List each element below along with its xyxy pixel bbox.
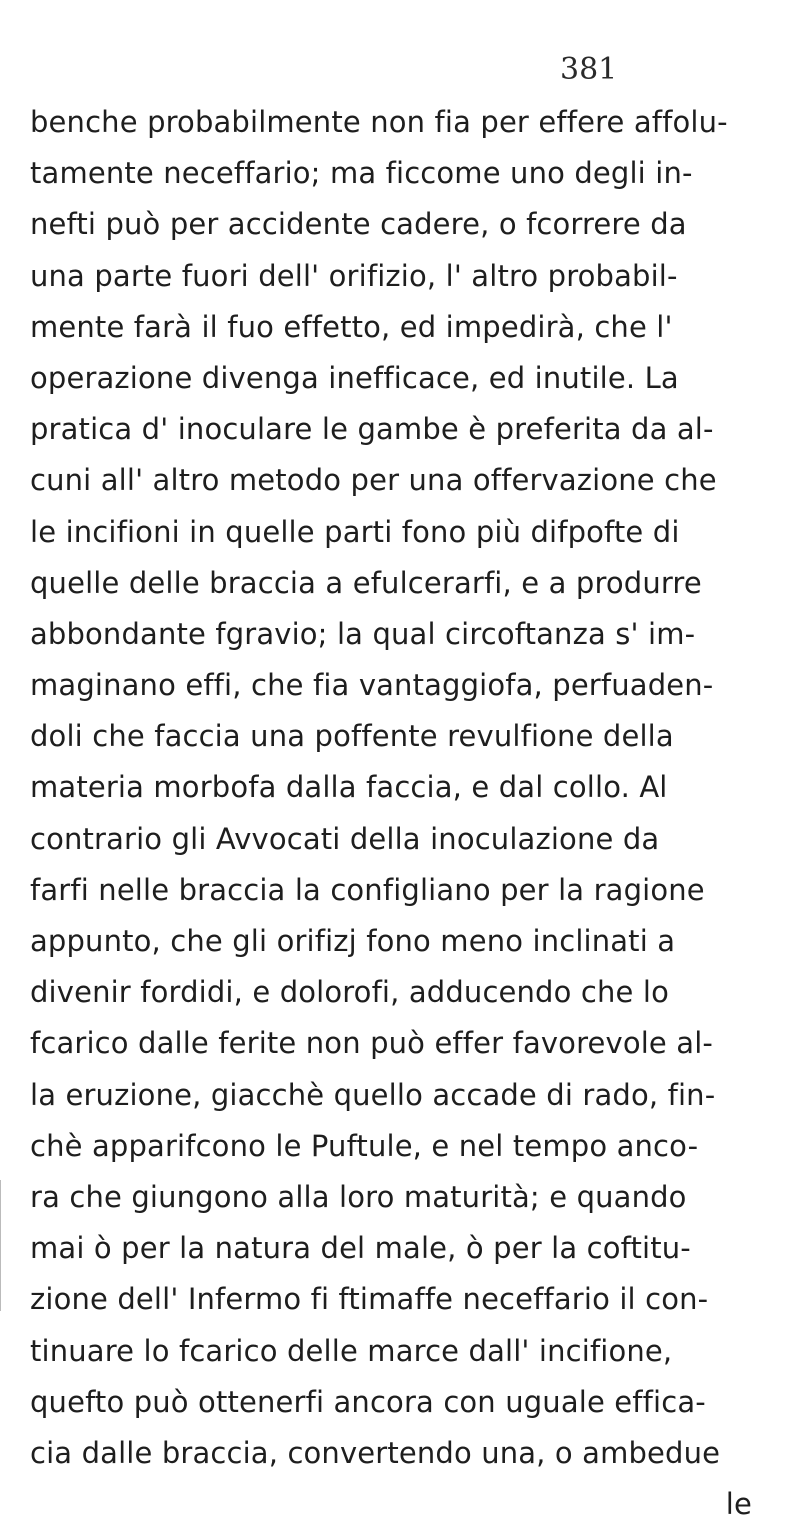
text-line: fcarico dalle ferite non può effer favorevole al- — [30, 1026, 714, 1061]
text-line: cia dalle braccia, convertendo una, o ambedue — [30, 1435, 721, 1470]
text-line: una parte fuori dell' orifizio, l' altro probabil- — [30, 258, 678, 293]
text-line: zione dell' Infermo fi ftimaffe neceffario il con- — [30, 1282, 709, 1317]
page-number: 381 — [560, 52, 618, 87]
text-line: ra che giungono alla loro maturità; e quando — [30, 1179, 687, 1214]
text-line: operazione divenga inefficace, ed inutile. La — [30, 360, 679, 395]
body-text — [30, 97, 790, 1530]
text-line: le incifioni in quelle parti fono più difpofte di — [30, 514, 680, 549]
text-line: divenir fordidi, e dolorofi, adducendo che lo — [30, 975, 669, 1010]
text-line: pratica d' inoculare le gambe è preferita da al- — [30, 412, 714, 447]
text-line: benche probabilmente non fia per effere affolu- — [30, 105, 728, 139]
text-line: chè apparifcono le Puftule, e nel tempo anco- — [30, 1128, 699, 1163]
page-edge-shadow — [0, 1180, 1, 1311]
text-line: mente farà il fuo effetto, ed impedirà, che l' — [30, 309, 673, 344]
text-line: tinuare lo fcarico delle marce dall' incifione, — [30, 1333, 673, 1368]
text-line: farfi nelle braccia la configliano per la ragione — [30, 872, 705, 907]
text-line: tamente neceffario; ma ficcome uno degli in- — [30, 156, 693, 191]
text-line: mai ò per la natura del male, ò per la coftitu- — [30, 1231, 691, 1266]
catchword: le — [725, 1487, 752, 1522]
text-line: la eruzione, giacchè quello accade di rado, fin- — [30, 1077, 716, 1112]
text-line: maginano effi, che fia vantaggiofa, perfuaden- — [30, 668, 714, 703]
text-line: appunto, che gli orifizj fono meno inclinati a — [30, 924, 676, 958]
text-line: nefti può per accidente cadere, o fcorrere da — [30, 207, 687, 242]
text-line: doli che faccia una poffente revulfione della — [30, 719, 674, 754]
text-line: quefto può ottenerfi ancora con uguale effica- — [30, 1384, 706, 1419]
text-line: cuni all' altro metodo per una offervazione che — [30, 463, 717, 498]
text-line: quelle delle braccia a efulcerarfi, e a produrre — [30, 565, 702, 600]
text-line: abbondante fgravio; la qual circoftanza s' im- — [30, 616, 696, 651]
text-line: materia morbofa dalla faccia, e dal collo. Al — [30, 770, 668, 805]
text-line: contrario gli Avvocati della inoculazione da — [30, 821, 660, 856]
